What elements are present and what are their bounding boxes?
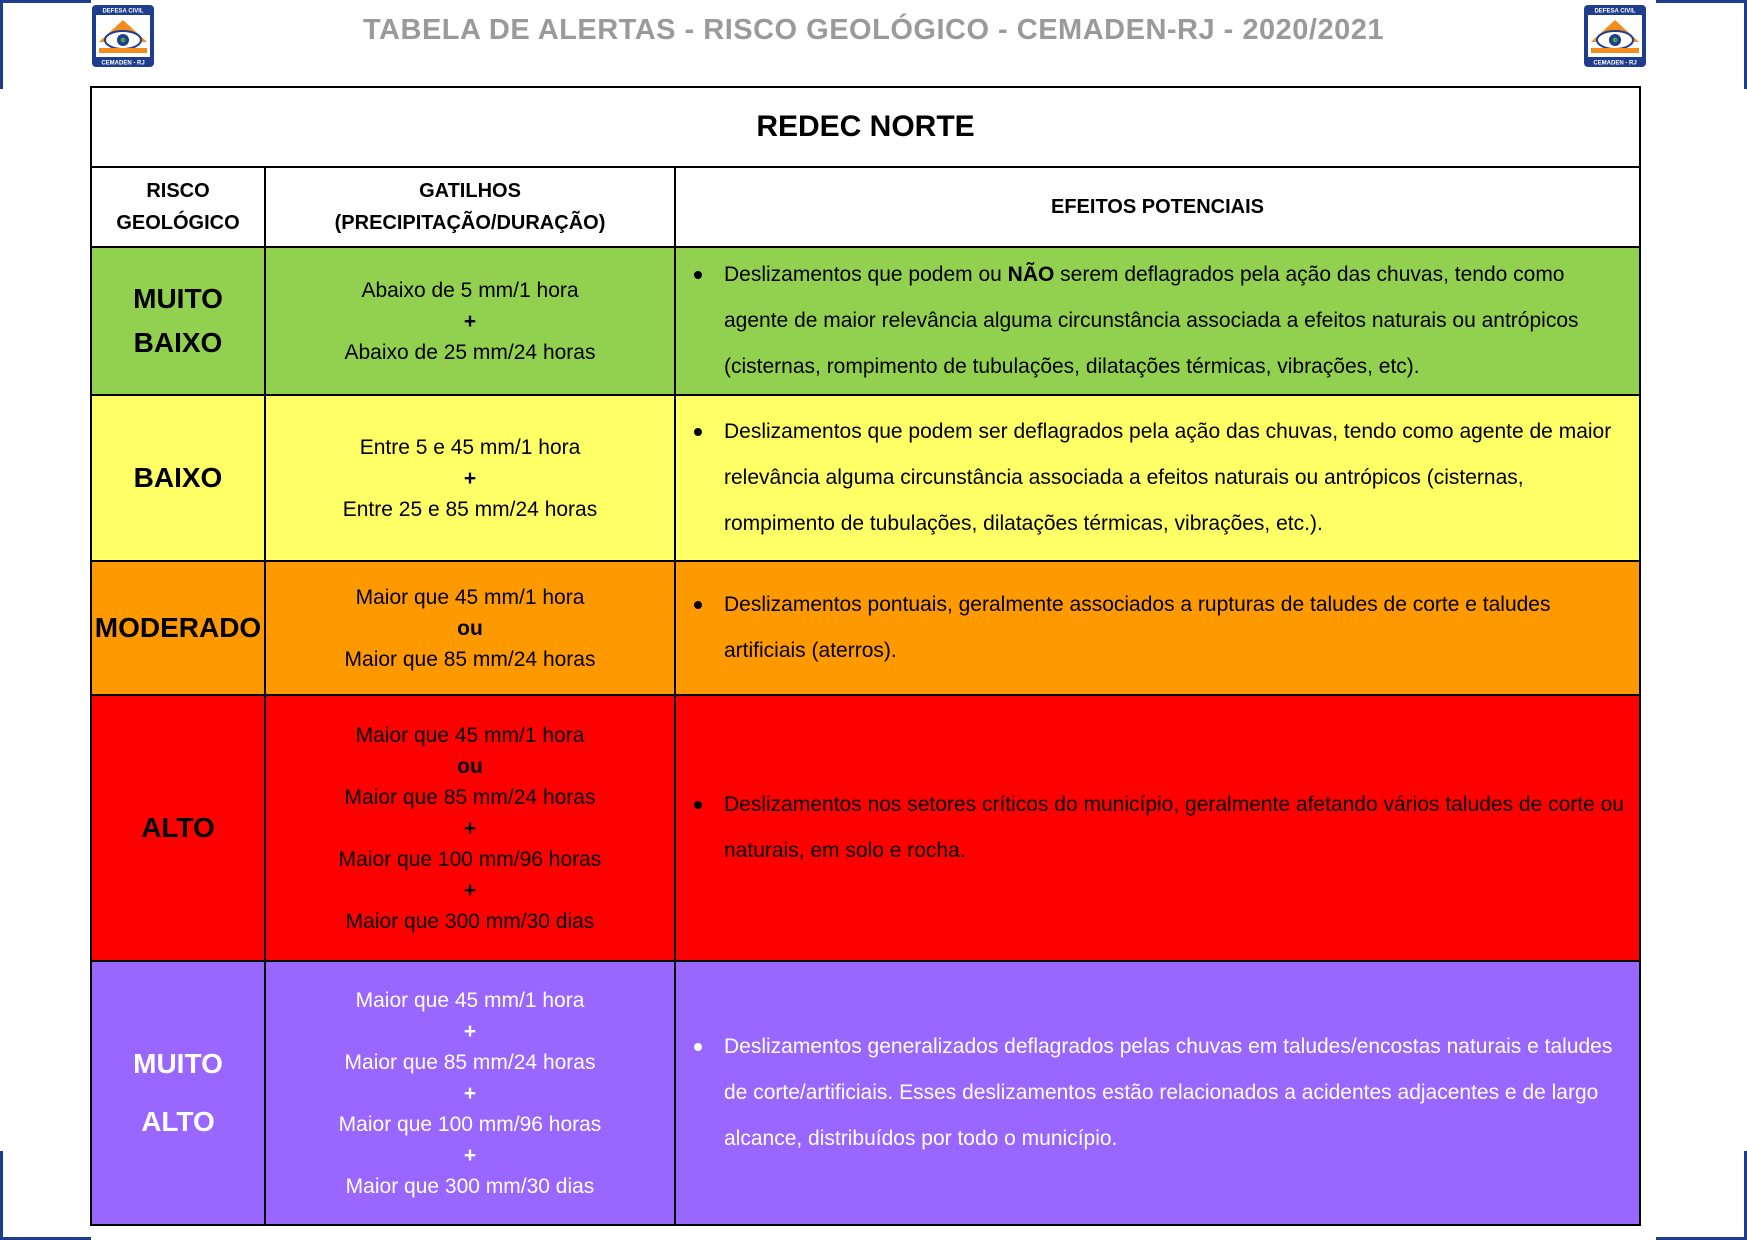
risk-level-cell [91, 961, 265, 1225]
corner-frame-bottom-left [0, 1151, 91, 1240]
trigger-line: Maior que 100 mm/96 horas [338, 847, 602, 871]
page-title: TABELA DE ALERTAS - RISCO GEOLÓGICO - CEMADEN-RJ - 2020/2021 [363, 14, 1384, 46]
effect-item: Deslizamentos que podem ser deflagrados pela ação das chuvas, tendo como agente de maior relevância alguma circunstância associada a efeitos naturais ou antrópicos (cisternas, rompimento de tubulações, dilatações térmicas, vibrações, etc.). [724, 409, 1631, 547]
effects-cell [675, 247, 1640, 395]
trigger-line: Abaixo de 25 mm/24 horas [344, 340, 596, 364]
effects-cell [675, 561, 1640, 695]
risk-level-cell [91, 561, 265, 695]
table-row-muito-baixo [91, 247, 1640, 395]
effects-cell [675, 961, 1640, 1225]
effect-item: Deslizamentos generalizados deflagrados pelas chuvas em taludes/encostas naturais e taludes de corte/artificiais. Esses deslizamentos estão relacionados a acidentes adjacentes e de largo alcance, distribuídos por todo o município. [724, 1024, 1631, 1162]
effect-item [724, 252, 1631, 390]
trigger-operator: + [463, 1081, 477, 1105]
table-row-baixo [91, 395, 1640, 561]
trigger-line: Maior que 45 mm/1 hora [355, 723, 585, 747]
risk-level-line1: BAIXO [133, 462, 223, 493]
trigger-operator: + [463, 878, 477, 902]
trigger-operator: + [463, 1019, 477, 1043]
column-header-triggers-line1: GATILHOS [419, 180, 521, 202]
effect-item: Deslizamentos pontuais, geralmente associados a rupturas de taludes de corte e taludes artificiais (aterros). [724, 582, 1631, 674]
risk-level-cell [91, 247, 265, 395]
trigger-cell [265, 695, 675, 961]
effect-text: serem deflagrados pela ação das chuvas, tendo como agente de maior relevância alguma circunstância associada a efeitos naturais ou antrópicos (cisternas, rompimento de tubulações, dilatações térmicas, vibrações, etc). [724, 263, 1579, 378]
table-header-row [91, 167, 1640, 247]
trigger-line: Abaixo de 5 mm/1 hora [361, 278, 579, 302]
trigger-line: Maior que 45 mm/1 hora [355, 988, 585, 1012]
trigger-operator: ou [457, 616, 483, 640]
effect-emphasis: NÃO [1007, 263, 1055, 286]
column-header-risk [91, 167, 265, 247]
column-header-effects: EFEITOS POTENCIAIS [675, 167, 1640, 247]
trigger-line: Entre 25 e 85 mm/24 horas [342, 497, 598, 521]
table-row-moderado [91, 561, 1640, 695]
trigger-cell [265, 395, 675, 561]
trigger-line: Maior que 85 mm/24 horas [344, 785, 596, 809]
trigger-line: Maior que 100 mm/96 horas [338, 1112, 602, 1136]
table-row-alto [91, 695, 1640, 961]
trigger-cell [265, 561, 675, 695]
trigger-line: Maior que 300 mm/30 dias [345, 1174, 595, 1198]
risk-level-line2: ALTO [141, 1106, 215, 1137]
logo-top-text: DEFESA CIVIL [1594, 8, 1636, 15]
effects-cell [675, 395, 1640, 561]
trigger-line: Maior que 45 mm/1 hora [355, 585, 585, 609]
risk-level-line1: ALTO [141, 812, 215, 843]
table-row-muito-alto [91, 961, 1640, 1225]
risk-level-cell [91, 395, 265, 561]
corner-frame-bottom-right [1656, 1151, 1747, 1240]
logo-top-text: DEFESA CIVIL [102, 8, 144, 15]
effects-cell [675, 695, 1640, 961]
alert-table [90, 86, 1641, 1226]
risk-level-line2: BAIXO [133, 327, 223, 358]
column-header-risk-line1: RISCO [146, 180, 210, 202]
risk-level-line1: MODERADO [94, 612, 262, 643]
risk-level-line1: MUITO [133, 283, 223, 314]
column-header-triggers [265, 167, 675, 247]
trigger-line: Maior que 300 mm/30 dias [345, 909, 595, 933]
trigger-operator: + [463, 1143, 477, 1167]
trigger-line: Entre 5 e 45 mm/1 hora [359, 435, 581, 459]
table-title: REDEC NORTE [91, 87, 1640, 167]
risk-level-line1: MUITO [133, 1048, 223, 1079]
trigger-operator: + [463, 309, 477, 333]
column-header-triggers-line2: (PRECIPITAÇÃO/DURAÇÃO) [334, 212, 606, 234]
trigger-cell [265, 961, 675, 1225]
trigger-operator: + [463, 816, 477, 840]
risk-level-cell [91, 695, 265, 961]
trigger-line: Maior que 85 mm/24 horas [344, 1050, 596, 1074]
effect-item: Deslizamentos nos setores críticos do município, geralmente afetando vários taludes de corte ou naturais, em solo e rocha. [724, 782, 1631, 874]
trigger-operator: ou [457, 754, 483, 778]
trigger-cell [265, 247, 675, 395]
logo-bottom-text: CEMADEN - RJ [1593, 60, 1637, 67]
effect-text: Deslizamentos que podem ou [724, 263, 1008, 286]
column-header-risk-line2: GEOLÓGICO [116, 212, 240, 234]
logo-bottom-text: CEMADEN - RJ [101, 60, 145, 67]
trigger-line: Maior que 85 mm/24 horas [344, 647, 596, 671]
trigger-operator: + [463, 466, 477, 490]
